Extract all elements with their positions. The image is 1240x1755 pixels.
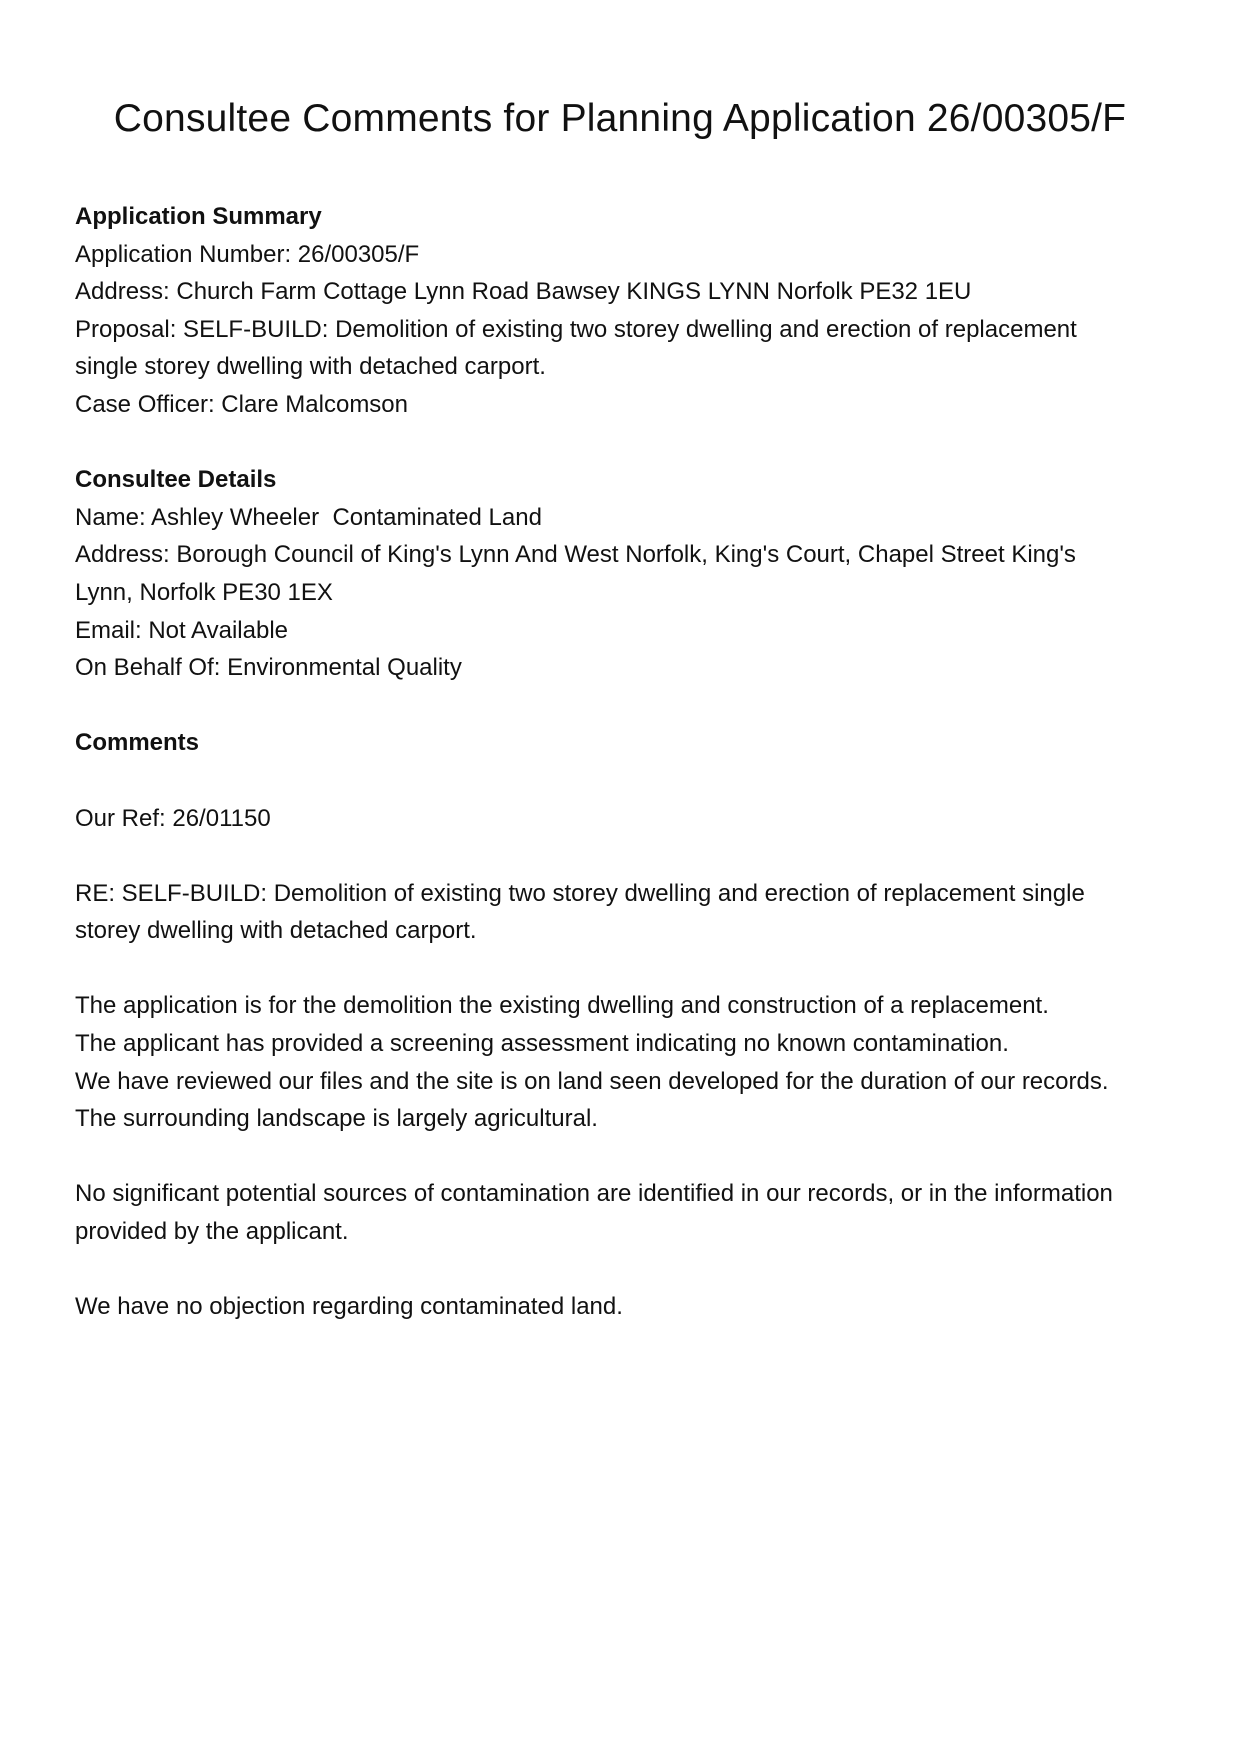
consultee-on-behalf-of: On Behalf Of: Environmental Quality	[75, 654, 462, 682]
re-line-1: RE: SELF-BUILD: Demolition of existing two storey dwelling and erection of replacement single	[75, 879, 1085, 907]
spacer	[75, 950, 1170, 988]
consultee-details-heading: Consultee Details	[75, 466, 277, 494]
paragraph-2-line-1: No significant potential sources of contamination are identified in our records, or in the information	[75, 1180, 1113, 1208]
conclusion: We have no objection regarding contaminated land.	[75, 1293, 623, 1321]
paragraph-1-line-1: The application is for the demolition the existing dwelling and construction of a replacement.	[75, 992, 1049, 1020]
application-number: Application Number: 26/00305/F	[75, 240, 420, 268]
spacer	[75, 424, 1170, 462]
page-title: Consultee Comments for Planning Application 26/00305/F	[113, 97, 1127, 140]
our-ref: Our Ref: 26/01150	[75, 804, 271, 832]
proposal-line-1: Proposal: SELF-BUILD: Demolition of existing two storey dwelling and erection of replacement	[75, 315, 1077, 343]
consultee-details-section	[75, 461, 1170, 687]
application-address: Address: Church Farm Cottage Lynn Road Bawsey KINGS LYNN Norfolk PE32 1EU	[75, 278, 972, 306]
spacer	[75, 687, 1170, 725]
application-summary-heading: Application Summary	[75, 203, 322, 230]
paragraph-1-line-4: The surrounding landscape is largely agricultural.	[75, 1105, 598, 1133]
document-body	[75, 198, 1170, 1326]
spacer	[75, 1138, 1170, 1176]
consultee-email: Email: Not Available	[75, 616, 288, 644]
consultee-address-line-2: Lynn, Norfolk PE30 1EX	[75, 578, 333, 606]
paragraph-2-line-2: provided by the applicant.	[75, 1218, 349, 1246]
consultee-name: Name: Ashley Wheeler Contaminated Land	[75, 503, 542, 531]
comments-section	[75, 724, 1170, 1326]
application-summary-section	[75, 198, 1170, 424]
spacer	[75, 837, 1170, 875]
consultee-address-line-1: Address: Borough Council of King's Lynn And West Norfolk, King's Court, Chapel Street King's	[75, 541, 1076, 569]
spacer	[75, 1251, 1170, 1289]
case-officer: Case Officer: Clare Malcomson	[75, 390, 408, 418]
spacer	[75, 762, 1170, 800]
re-line-2: storey dwelling with detached carport.	[75, 917, 477, 945]
paragraph-1-line-3: We have reviewed our files and the site is on land seen developed for the duration of our records.	[75, 1067, 1109, 1095]
comments-heading: Comments	[75, 729, 200, 757]
proposal-line-2: single storey dwelling with detached carport.	[75, 353, 546, 381]
paragraph-1-line-2: The applicant has provided a screening assessment indicating no known contamination.	[75, 1030, 1009, 1058]
